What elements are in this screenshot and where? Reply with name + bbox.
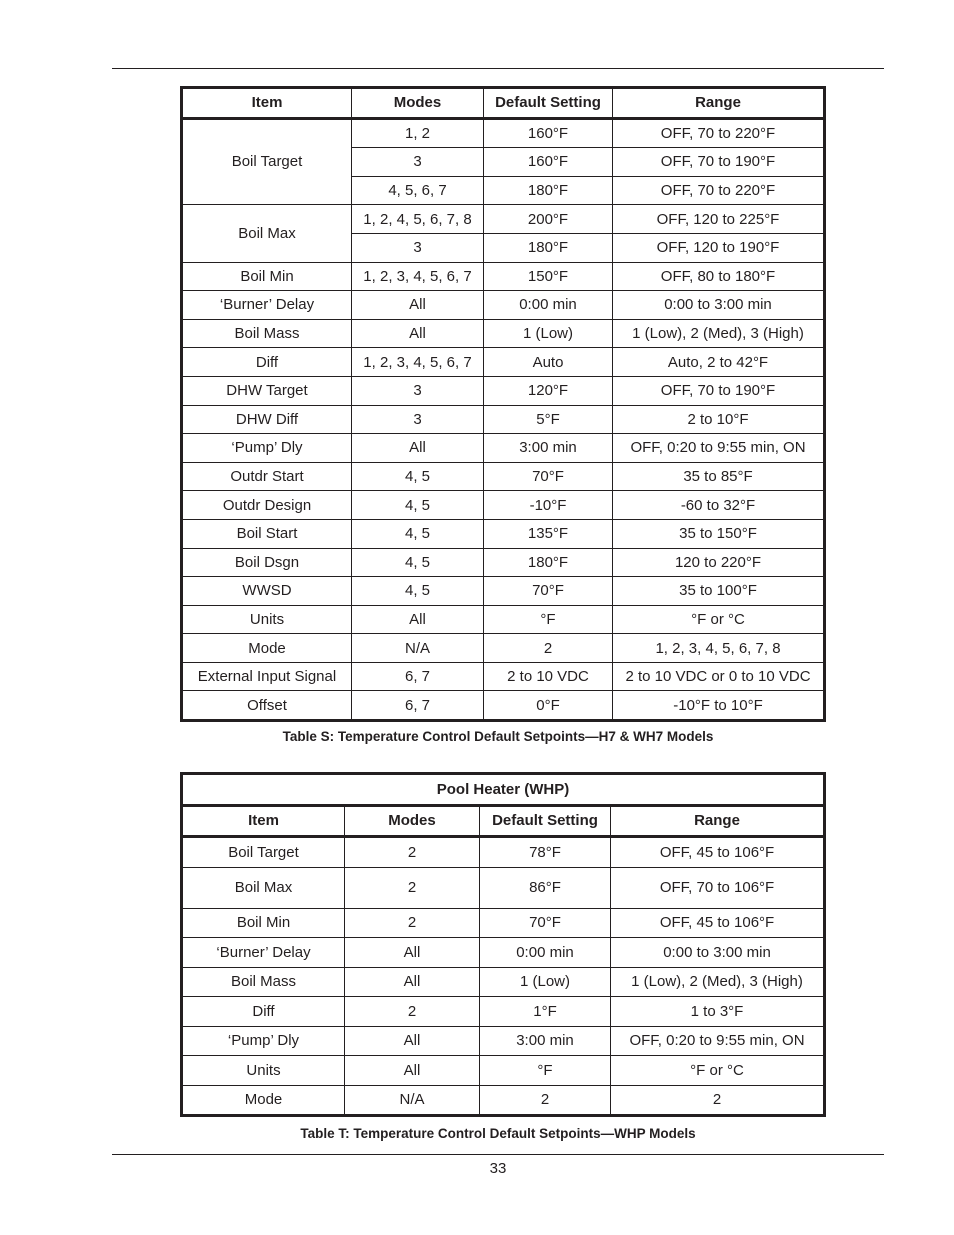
modes-cell: 1, 2, 4, 5, 6, 7, 8: [352, 205, 484, 234]
item-cell: Boil Target: [182, 118, 352, 205]
modes-cell: 1, 2, 3, 4, 5, 6, 7: [352, 348, 484, 377]
column-header-default-setting: Default Setting: [484, 88, 613, 119]
column-header-modes: Modes: [345, 805, 480, 837]
item-cell: Boil Mass: [182, 319, 352, 348]
table-header-row: [182, 88, 825, 119]
table-row: [182, 291, 825, 320]
item-cell: ‘Pump’ Dly: [182, 434, 352, 463]
table-s-caption: Table S: Temperature Control Default Setpoints—H7 & WH7 Models: [282, 729, 714, 744]
default-cell: 70°F: [480, 908, 611, 938]
range-cell: OFF, 120 to 190°F: [613, 233, 825, 262]
default-cell: 70°F: [484, 462, 613, 491]
range-cell: -60 to 32°F: [613, 491, 825, 520]
table-title: Pool Heater (WHP): [182, 774, 825, 806]
modes-cell: 2: [345, 867, 480, 908]
top-rule: [112, 68, 884, 69]
modes-cell: All: [345, 1056, 480, 1086]
table-header-row: [182, 805, 825, 837]
table-row: [182, 908, 825, 938]
modes-cell: 3: [352, 376, 484, 405]
range-cell: 35 to 150°F: [613, 519, 825, 548]
item-cell: Units: [182, 1056, 345, 1086]
column-header-item: Item: [182, 88, 352, 119]
item-cell: Mode: [182, 1085, 345, 1116]
range-cell: 2 to 10 VDC or 0 to 10 VDC: [613, 662, 825, 691]
item-cell: ‘Burner’ Delay: [182, 291, 352, 320]
modes-cell: 3: [352, 148, 484, 177]
item-cell: DHW Target: [182, 376, 352, 405]
item-cell: DHW Diff: [182, 405, 352, 434]
item-cell: Outdr Start: [182, 462, 352, 491]
table-row: [182, 548, 825, 577]
table-row: [182, 519, 825, 548]
modes-cell: 4, 5: [352, 462, 484, 491]
default-cell: 86°F: [480, 867, 611, 908]
default-cell: 200°F: [484, 205, 613, 234]
modes-cell: 4, 5, 6, 7: [352, 176, 484, 205]
range-cell: 0:00 to 3:00 min: [611, 938, 825, 968]
modes-cell: 4, 5: [352, 577, 484, 606]
modes-cell: All: [345, 938, 480, 968]
bottom-rule: [112, 1154, 884, 1155]
modes-cell: N/A: [345, 1085, 480, 1116]
default-cell: 1 (Low): [484, 319, 613, 348]
default-cell: 0:00 min: [480, 938, 611, 968]
table-row: [182, 348, 825, 377]
range-cell: 1, 2, 3, 4, 5, 6, 7, 8: [613, 634, 825, 663]
modes-cell: 1, 2, 3, 4, 5, 6, 7: [352, 262, 484, 291]
range-cell: °F or °C: [611, 1056, 825, 1086]
range-cell: Auto, 2 to 42°F: [613, 348, 825, 377]
table-row: [182, 434, 825, 463]
modes-cell: 2: [345, 997, 480, 1027]
modes-cell: 2: [345, 837, 480, 868]
modes-cell: 3: [352, 405, 484, 434]
table-row: [182, 205, 825, 234]
item-cell: Diff: [182, 348, 352, 377]
default-cell: 0:00 min: [484, 291, 613, 320]
item-cell: Boil Min: [182, 908, 345, 938]
range-cell: OFF, 70 to 106°F: [611, 867, 825, 908]
default-cell: 180°F: [484, 233, 613, 262]
modes-cell: 6, 7: [352, 662, 484, 691]
range-cell: 35 to 100°F: [613, 577, 825, 606]
range-cell: OFF, 45 to 106°F: [611, 908, 825, 938]
modes-cell: N/A: [352, 634, 484, 663]
modes-cell: All: [352, 434, 484, 463]
default-cell: 120°F: [484, 376, 613, 405]
item-cell: Boil Start: [182, 519, 352, 548]
default-cell: 160°F: [484, 148, 613, 177]
table-row: [182, 118, 825, 148]
range-cell: OFF, 70 to 220°F: [613, 176, 825, 205]
range-cell: °F or °C: [613, 605, 825, 634]
range-cell: OFF, 45 to 106°F: [611, 837, 825, 868]
table-row: [182, 662, 825, 691]
default-cell: 1 (Low): [480, 967, 611, 997]
item-cell: Boil Max: [182, 867, 345, 908]
item-cell: Boil Max: [182, 205, 352, 262]
default-cell: 150°F: [484, 262, 613, 291]
default-cell: 0°F: [484, 691, 613, 721]
range-cell: 2 to 10°F: [613, 405, 825, 434]
default-cell: 78°F: [480, 837, 611, 868]
range-cell: OFF, 70 to 190°F: [613, 148, 825, 177]
item-cell: Boil Min: [182, 262, 352, 291]
default-cell: 70°F: [484, 577, 613, 606]
default-cell: 1°F: [480, 997, 611, 1027]
range-cell: 0:00 to 3:00 min: [613, 291, 825, 320]
modes-cell: 2: [345, 908, 480, 938]
item-cell: Offset: [182, 691, 352, 721]
table-row: [182, 837, 825, 868]
range-cell: -10°F to 10°F: [613, 691, 825, 721]
column-header-default-setting: Default Setting: [480, 805, 611, 837]
table-row: [182, 1056, 825, 1086]
table-row: [182, 405, 825, 434]
modes-cell: 4, 5: [352, 491, 484, 520]
item-cell: ‘Pump’ Dly: [182, 1026, 345, 1056]
item-cell: WWSD: [182, 577, 352, 606]
range-cell: OFF, 70 to 190°F: [613, 376, 825, 405]
item-cell: Diff: [182, 997, 345, 1027]
range-cell: 1 (Low), 2 (Med), 3 (High): [613, 319, 825, 348]
range-cell: 1 to 3°F: [611, 997, 825, 1027]
modes-cell: 6, 7: [352, 691, 484, 721]
table-row: [182, 262, 825, 291]
setpoints-table-h7-wh7: [180, 86, 826, 722]
modes-cell: All: [352, 291, 484, 320]
default-cell: 2: [480, 1085, 611, 1116]
table-row: [182, 967, 825, 997]
default-cell: 5°F: [484, 405, 613, 434]
default-cell: -10°F: [484, 491, 613, 520]
setpoints-table-whp: [180, 772, 826, 1117]
item-cell: External Input Signal: [182, 662, 352, 691]
table-row: [182, 1085, 825, 1116]
page-number: 33: [489, 1160, 507, 1177]
column-header-modes: Modes: [352, 88, 484, 119]
modes-cell: 4, 5: [352, 519, 484, 548]
range-cell: OFF, 0:20 to 9:55 min, ON: [611, 1026, 825, 1056]
column-header-item: Item: [182, 805, 345, 837]
table-row: [182, 1026, 825, 1056]
item-cell: ‘Burner’ Delay: [182, 938, 345, 968]
modes-cell: All: [352, 319, 484, 348]
modes-cell: All: [345, 967, 480, 997]
modes-cell: 3: [352, 233, 484, 262]
range-cell: OFF, 70 to 220°F: [613, 118, 825, 148]
modes-cell: All: [345, 1026, 480, 1056]
range-cell: 1 (Low), 2 (Med), 3 (High): [611, 967, 825, 997]
default-cell: 180°F: [484, 548, 613, 577]
range-cell: OFF, 0:20 to 9:55 min, ON: [613, 434, 825, 463]
range-cell: OFF, 120 to 225°F: [613, 205, 825, 234]
table-t-caption: Table T: Temperature Control Default Setpoints—WHP Models: [300, 1126, 696, 1141]
default-cell: 160°F: [484, 118, 613, 148]
default-cell: 3:00 min: [484, 434, 613, 463]
default-cell: 135°F: [484, 519, 613, 548]
modes-cell: 1, 2: [352, 118, 484, 148]
table-row: [182, 462, 825, 491]
table-row: [182, 319, 825, 348]
default-cell: Auto: [484, 348, 613, 377]
default-cell: 2: [484, 634, 613, 663]
default-cell: °F: [480, 1056, 611, 1086]
table-row: [182, 634, 825, 663]
default-cell: 3:00 min: [480, 1026, 611, 1056]
range-cell: 120 to 220°F: [613, 548, 825, 577]
column-header-range: Range: [611, 805, 825, 837]
table-row: [182, 376, 825, 405]
item-cell: Boil Dsgn: [182, 548, 352, 577]
table-row: [182, 605, 825, 634]
table-row: [182, 491, 825, 520]
item-cell: Mode: [182, 634, 352, 663]
range-cell: 2: [611, 1085, 825, 1116]
item-cell: Units: [182, 605, 352, 634]
modes-cell: 4, 5: [352, 548, 484, 577]
item-cell: Boil Target: [182, 837, 345, 868]
table-row: [182, 997, 825, 1027]
table-row: [182, 867, 825, 908]
modes-cell: All: [352, 605, 484, 634]
table-row: [182, 938, 825, 968]
table-row: [182, 691, 825, 721]
table-row: [182, 577, 825, 606]
range-cell: 35 to 85°F: [613, 462, 825, 491]
default-cell: 180°F: [484, 176, 613, 205]
item-cell: Outdr Design: [182, 491, 352, 520]
column-header-range: Range: [613, 88, 825, 119]
range-cell: OFF, 80 to 180°F: [613, 262, 825, 291]
item-cell: Boil Mass: [182, 967, 345, 997]
table-title-row: [182, 774, 825, 806]
default-cell: °F: [484, 605, 613, 634]
default-cell: 2 to 10 VDC: [484, 662, 613, 691]
